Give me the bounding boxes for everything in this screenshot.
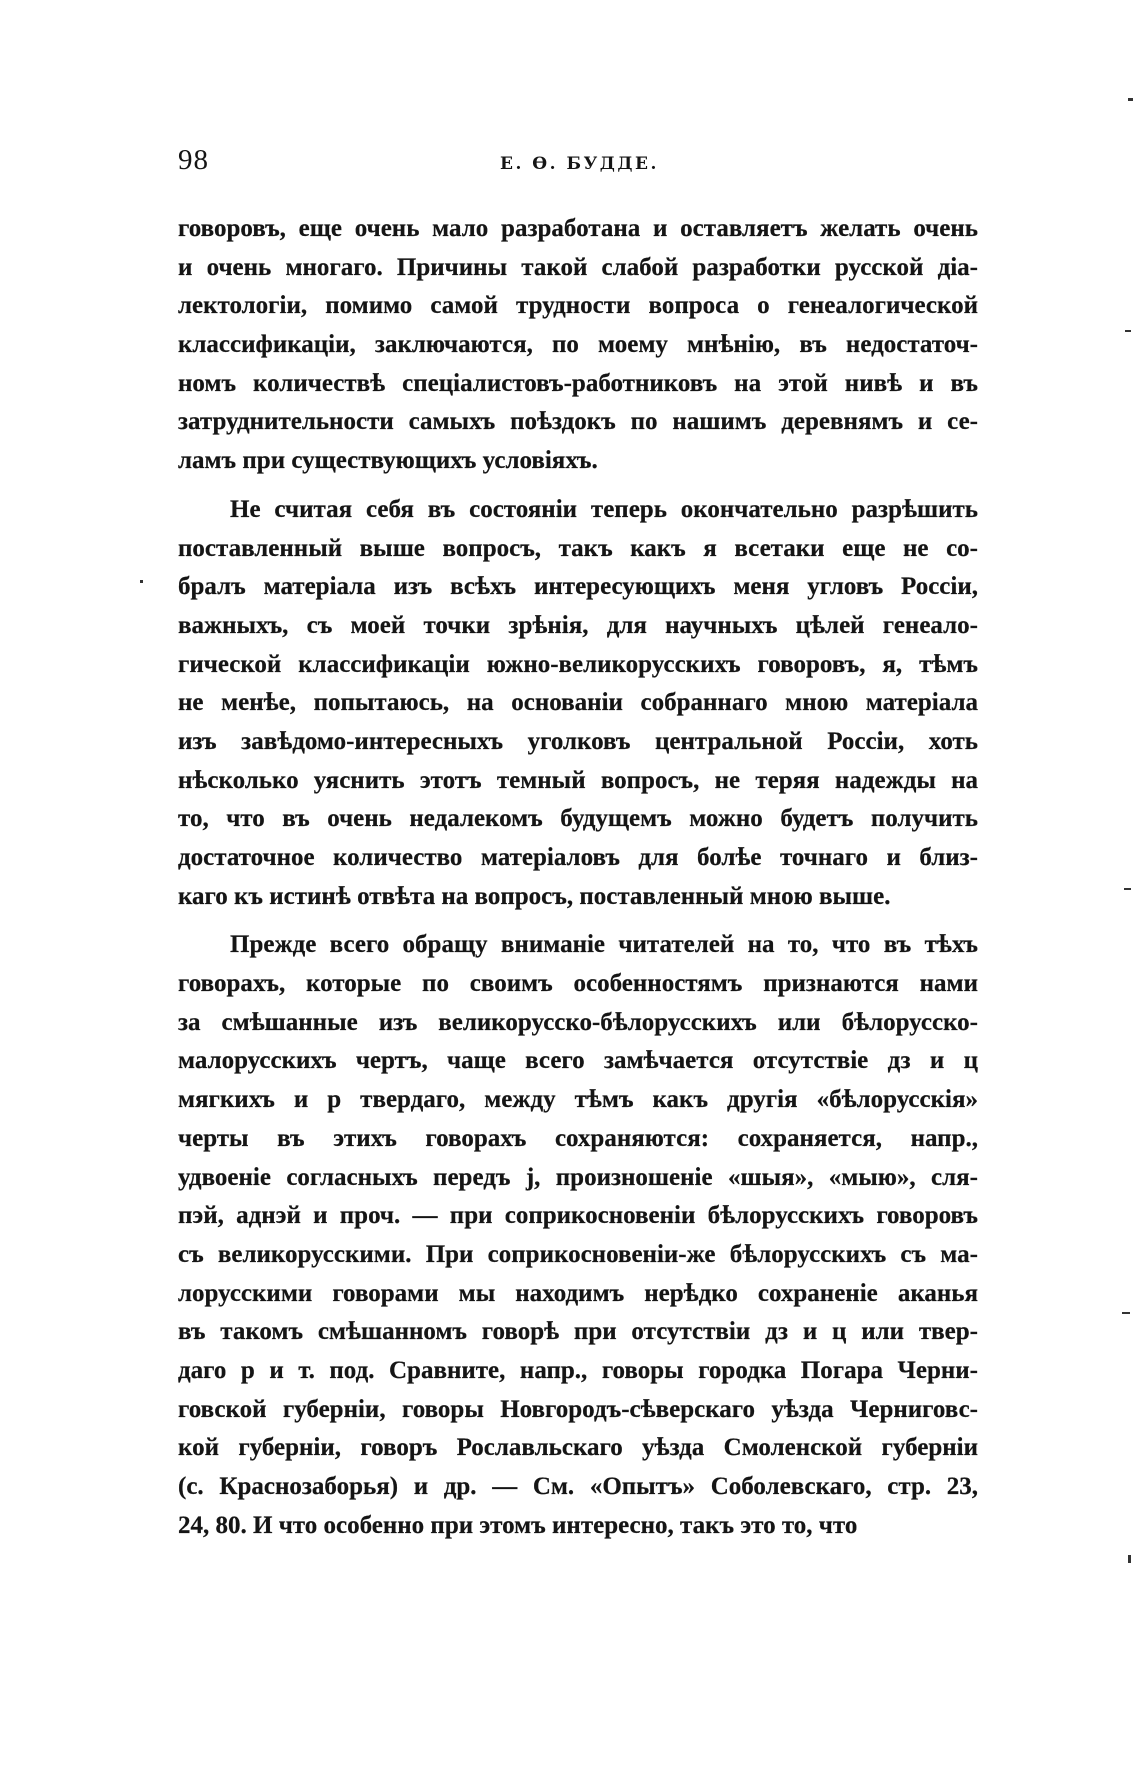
text-line: говоровъ, еще очень мало разработана и оставляетъ желать очень	[178, 215, 978, 242]
text-line: ламъ при существующихъ условіяхъ.	[178, 447, 598, 475]
text-line: черты въ этихъ говорахъ сохраняются: сохраняется, напр.,	[178, 1124, 978, 1152]
running-head: Е. Ѳ. БУДДЕ.	[500, 154, 659, 174]
text-line: мягкихъ и р твердаго, между тѣмъ какъ другія «бѣлорусскія»	[178, 1086, 978, 1114]
text-line: малорусскихъ чертъ, чаще всего замѣчается отсутствіе дз и ц	[178, 1047, 978, 1075]
page-number: 98	[178, 144, 209, 176]
page-header	[178, 144, 978, 184]
text-line: въ такомъ смѣшанномъ говорѣ при отсутствіи дз и ц или твер-	[178, 1318, 978, 1346]
text-line: лектологіи, помимо самой трудности вопроса о генеалогической	[178, 292, 978, 320]
text-line: классификаціи, заключаются, по моему мнѣнію, въ недостаточ-	[178, 331, 978, 359]
text-line: кой губерніи, говоръ Рославльскаго уѣзда Смоленской губерніи	[178, 1434, 978, 1462]
text-line: поставленный выше вопросъ, такъ какъ я всетаки еще не со-	[178, 534, 978, 562]
paragraph-1	[178, 210, 978, 481]
scan-mark	[1128, 98, 1133, 101]
text-line: достаточное количество матеріаловъ для болѣе точнаго и близ-	[178, 844, 978, 871]
text-line: номъ количествѣ спеціалистовъ-работниковъ на этой нивѣ и въ	[178, 369, 978, 397]
text-line: бралъ матеріала изъ всѣхъ интересующихъ меня угловъ Россіи,	[178, 573, 978, 601]
scan-mark	[1122, 1312, 1130, 1314]
paragraph-3	[178, 926, 978, 1545]
text-line: каго къ истинѣ отвѣта на вопросъ, поставленный мною выше.	[178, 882, 891, 910]
text-line: за смѣшанные изъ великорусско-бѣлорусскихъ или бѣлорусско-	[178, 1008, 978, 1036]
paragraph-2	[178, 491, 978, 917]
text-line: Не считая себя въ состояніи теперь окончательно разрѣшить	[230, 495, 978, 523]
text-line: (с. Краснозаборья) и др. — См. «Опытъ» Соболевскаго, стр. 23,	[178, 1473, 978, 1500]
text-line: и очень многаго. Причины такой слабой разработки русской діа-	[178, 253, 978, 281]
text-line: удвоеніе согласныхъ передъ j, произношеніе «шыя», «мыю», сля-	[178, 1163, 978, 1191]
scan-mark	[1125, 330, 1131, 332]
text-line: 24, 80. И что особенно при этомъ интересно, такъ это то, что	[178, 1511, 858, 1539]
text-line: говской губерніи, говоры Новгородъ-сѣверскаго уѣзда Черниговс-	[178, 1395, 978, 1423]
text-line: важныхъ, съ моей точки зрѣнія, для научныхъ цѣлей генеало-	[178, 611, 978, 639]
text-line: говорахъ, которые по своимъ особенностямъ признаются нами	[178, 970, 978, 998]
text-line: даго р и т. под. Сравните, напр., говоры городка Погара Черни-	[178, 1356, 978, 1384]
text-line: изъ завѣдомо-интересныхъ уголковъ центральной Россіи, хоть	[178, 727, 978, 755]
text-line: съ великорусскими. При соприкосновеніи-же бѣлорусскихъ съ ма-	[178, 1240, 978, 1268]
text-line: не менѣе, попытаюсь, на основаніи собраннаго мною матеріала	[178, 689, 978, 717]
text-line: нѣсколько уяснить этотъ темный вопросъ, не теряя надежды на	[178, 766, 978, 794]
text-line: пэй, аднэй и проч. — при соприкосновеніи бѣлорусскихъ говоровъ	[178, 1202, 978, 1230]
scan-mark	[1124, 888, 1131, 890]
text-line: лорусскими говорами мы находимъ нерѣдко сохраненіе аканья	[178, 1279, 978, 1307]
text-line: Прежде всего обращу вниманіе читателей на то, что въ тѣхъ	[230, 931, 978, 959]
body-text	[178, 210, 978, 1545]
scan-mark	[1128, 1555, 1131, 1563]
text-line: то, что въ очень недалекомъ будущемъ можно будетъ получить	[178, 805, 978, 833]
scan-mark	[140, 580, 143, 583]
text-line: гической классификаціи южно-великорусскихъ говоровъ, я, тѣмъ	[178, 650, 978, 678]
text-line: затруднительности самыхъ поѣздокъ по нашимъ деревнямъ и се-	[178, 408, 978, 436]
